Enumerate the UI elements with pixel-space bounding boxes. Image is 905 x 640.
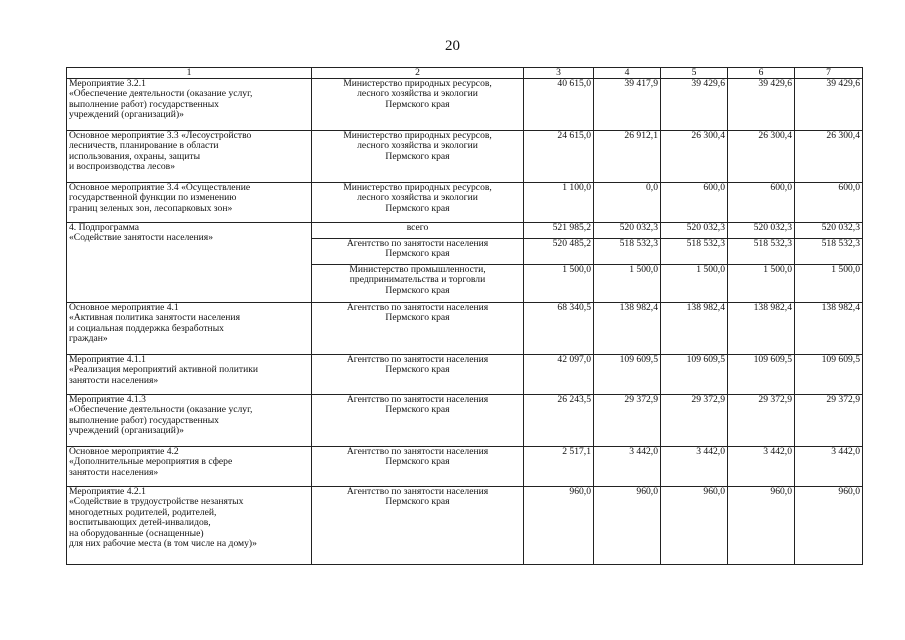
amount-cell: 109 609,5 — [661, 355, 728, 395]
amount-cell: 26 300,4 — [661, 131, 728, 183]
amount-cell: 29 372,9 — [594, 395, 661, 447]
column-header: 1 — [67, 68, 312, 79]
amount-cell: 520 032,3 — [728, 223, 795, 239]
table-row — [67, 395, 863, 447]
amount-cell: 29 372,9 — [661, 395, 728, 447]
column-header: 3 — [524, 68, 594, 79]
table-row — [67, 131, 863, 183]
amount-cell: 138 982,4 — [728, 303, 795, 355]
amount-cell: 26 300,4 — [728, 131, 795, 183]
amount-cell: 960,0 — [594, 487, 661, 565]
amount-cell: 960,0 — [661, 487, 728, 565]
amount-cell: 960,0 — [728, 487, 795, 565]
amount-cell: 520 485,2 — [524, 239, 594, 265]
activity-name-cell: Мероприятие 3.2.1 «Обеспечение деятельности (оказание услуг, выполнение работ) государственных учреждений (организаций)» — [67, 79, 312, 131]
table-row — [67, 79, 863, 131]
table-row — [67, 487, 863, 565]
amount-cell: 39 417,9 — [594, 79, 661, 131]
column-header: 7 — [795, 68, 863, 79]
amount-cell: 24 615,0 — [524, 131, 594, 183]
table-row — [67, 183, 863, 223]
table-row — [67, 355, 863, 395]
amount-cell: 3 442,0 — [728, 447, 795, 487]
amount-cell: 518 532,3 — [594, 239, 661, 265]
amount-cell: 518 532,3 — [728, 239, 795, 265]
amount-cell: 26 912,1 — [594, 131, 661, 183]
amount-cell: 138 982,4 — [661, 303, 728, 355]
amount-cell: 29 372,9 — [728, 395, 795, 447]
executor-cell: Министерство природных ресурсов, лесного хозяйства и экологии Пермского края — [312, 131, 524, 183]
amount-cell: 109 609,5 — [594, 355, 661, 395]
amount-cell: 109 609,5 — [795, 355, 863, 395]
amount-cell: 29 372,9 — [795, 395, 863, 447]
amount-cell: 109 609,5 — [728, 355, 795, 395]
amount-cell: 1 500,0 — [524, 265, 594, 303]
activity-name-cell: Основное мероприятие 3.3 «Лесоустройство лесничеств, планирование в области использования, охраны, защиты и воспроизводства лесов» — [67, 131, 312, 183]
executor-cell: Агентство по занятости населения Пермского края — [312, 487, 524, 565]
table-row — [67, 223, 863, 239]
page-number: 20 — [445, 38, 460, 54]
column-header: 4 — [594, 68, 661, 79]
amount-cell: 960,0 — [795, 487, 863, 565]
amount-cell: 138 982,4 — [594, 303, 661, 355]
amount-cell: 518 532,3 — [795, 239, 863, 265]
table-header-row — [67, 68, 863, 79]
executor-cell: всего — [312, 223, 524, 239]
executor-cell: Агентство по занятости населения Пермского края — [312, 303, 524, 355]
amount-cell: 521 985,2 — [524, 223, 594, 239]
amount-cell: 518 532,3 — [661, 239, 728, 265]
amount-cell: 2 517,1 — [524, 447, 594, 487]
executor-cell: Министерство природных ресурсов, лесного хозяйства и экологии Пермского края — [312, 183, 524, 223]
table-row — [67, 303, 863, 355]
activity-name-cell: Основное мероприятие 3.4 «Осуществление государственной функции по изменению границ зеленых зон, лесопарковых зон» — [67, 183, 312, 223]
amount-cell: 39 429,6 — [795, 79, 863, 131]
activity-name-cell: Основное мероприятие 4.1 «Активная политика занятости населения и социальная поддержка безработных граждан» — [67, 303, 312, 355]
budget-table — [66, 67, 863, 565]
executor-cell: Агентство по занятости населения Пермского края — [312, 355, 524, 395]
activity-name-cell: Мероприятие 4.1.1 «Реализация мероприятий активной политики занятости населения» — [67, 355, 312, 395]
amount-cell: 520 032,3 — [594, 223, 661, 239]
amount-cell: 68 340,5 — [524, 303, 594, 355]
executor-cell: Агентство по занятости населения Пермского края — [312, 239, 524, 265]
amount-cell: 39 429,6 — [728, 79, 795, 131]
amount-cell: 26 243,5 — [524, 395, 594, 447]
executor-cell: Министерство промышленности, предпринимательства и торговли Пермского края — [312, 265, 524, 303]
activity-name-cell: Мероприятие 4.1.3 «Обеспечение деятельности (оказание услуг, выполнение работ) государственных учреждений (организаций)» — [67, 395, 312, 447]
table-row — [67, 447, 863, 487]
amount-cell: 1 100,0 — [524, 183, 594, 223]
executor-cell: Агентство по занятости населения Пермского края — [312, 447, 524, 487]
activity-name-cell: Мероприятие 4.2.1 «Содействие в трудоустройстве незанятых многодетных родителей, родителей, воспитывающих детей-инвалидов, на оборудованные (оснащенные) для них рабочие места (в том числе на дому)» — [67, 487, 312, 565]
amount-cell: 600,0 — [795, 183, 863, 223]
amount-cell: 520 032,3 — [795, 223, 863, 239]
amount-cell: 3 442,0 — [795, 447, 863, 487]
amount-cell: 3 442,0 — [661, 447, 728, 487]
amount-cell: 600,0 — [728, 183, 795, 223]
activity-name-cell: 4. Подпрограмма «Содействие занятости населения» — [67, 223, 312, 303]
column-header: 2 — [312, 68, 524, 79]
amount-cell: 3 442,0 — [594, 447, 661, 487]
column-header: 5 — [661, 68, 728, 79]
amount-cell: 1 500,0 — [728, 265, 795, 303]
amount-cell: 1 500,0 — [594, 265, 661, 303]
amount-cell: 600,0 — [661, 183, 728, 223]
amount-cell: 1 500,0 — [661, 265, 728, 303]
amount-cell: 40 615,0 — [524, 79, 594, 131]
activity-name-cell: Основное мероприятие 4.2 «Дополнительные мероприятия в сфере занятости населения» — [67, 447, 312, 487]
amount-cell: 26 300,4 — [795, 131, 863, 183]
amount-cell: 42 097,0 — [524, 355, 594, 395]
column-header: 6 — [728, 68, 795, 79]
executor-cell: Агентство по занятости населения Пермского края — [312, 395, 524, 447]
executor-cell: Министерство природных ресурсов, лесного хозяйства и экологии Пермского края — [312, 79, 524, 131]
amount-cell: 1 500,0 — [795, 265, 863, 303]
amount-cell: 138 982,4 — [795, 303, 863, 355]
table-body — [67, 79, 863, 565]
amount-cell: 39 429,6 — [661, 79, 728, 131]
amount-cell: 520 032,3 — [661, 223, 728, 239]
amount-cell: 0,0 — [594, 183, 661, 223]
amount-cell: 960,0 — [524, 487, 594, 565]
